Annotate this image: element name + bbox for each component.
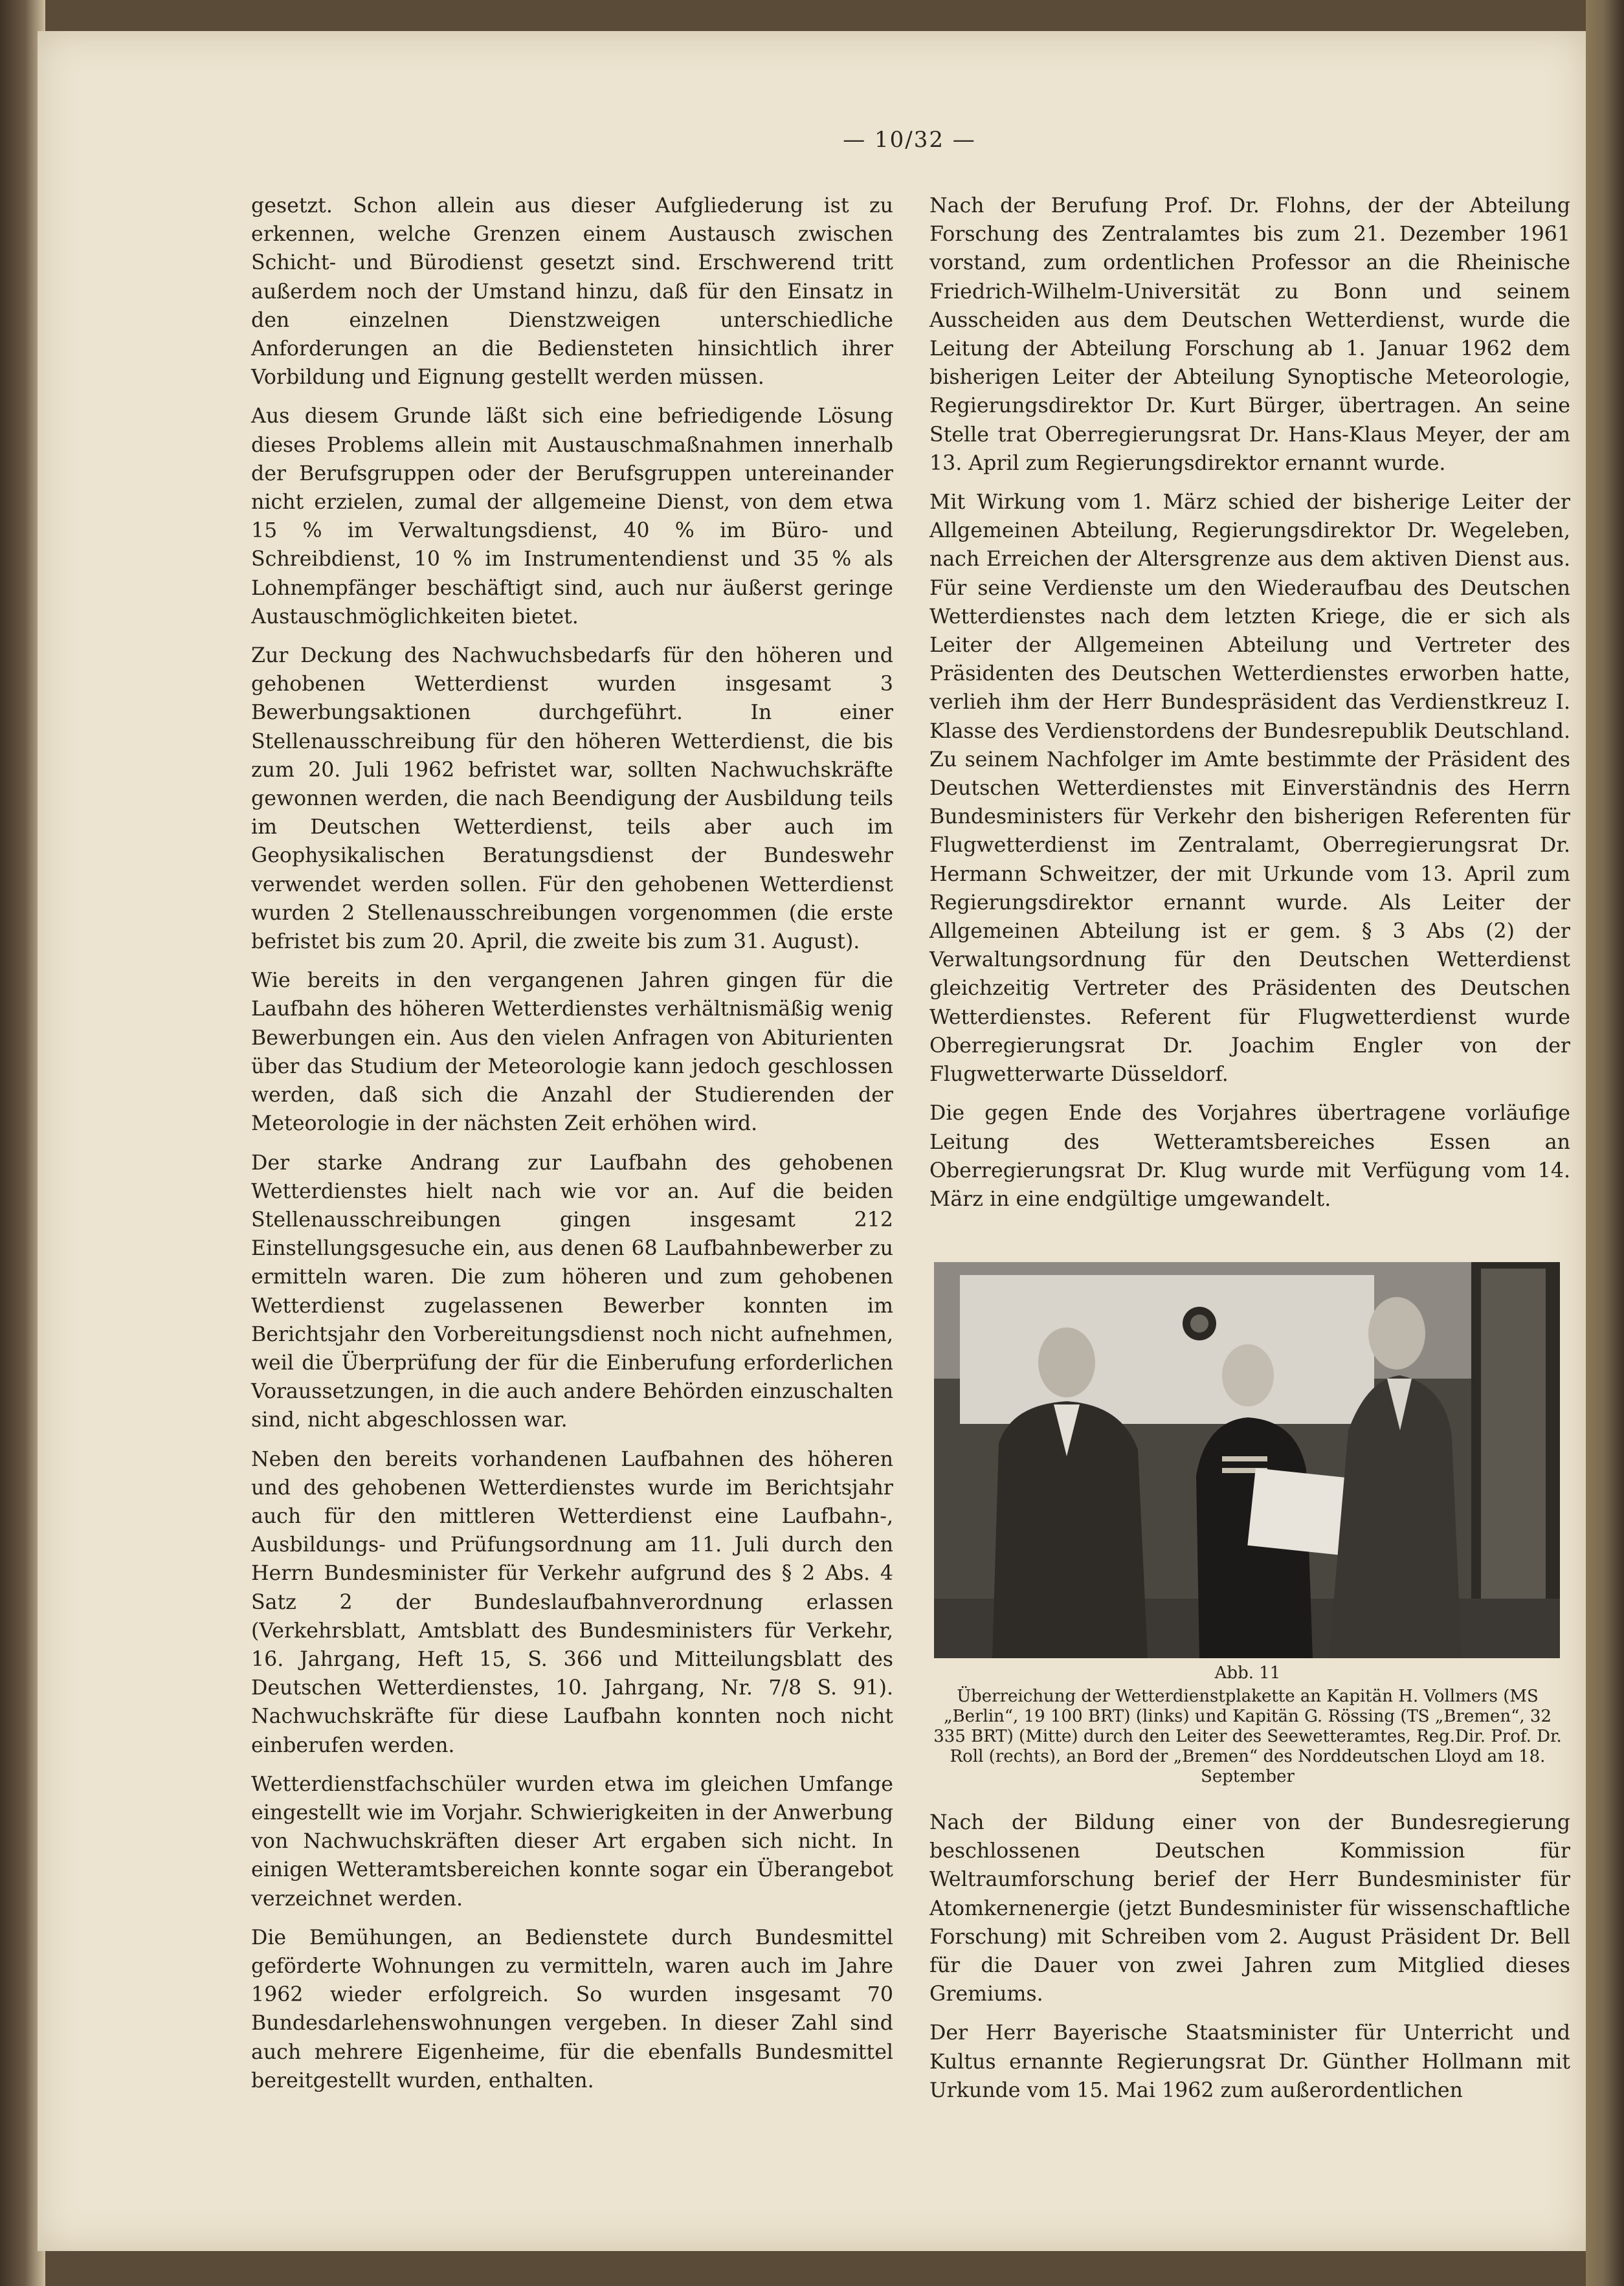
photo-illustration bbox=[934, 1262, 1560, 1658]
figure-label: Abb. 11 bbox=[1214, 1663, 1281, 1683]
paragraph: Nach der Bildung einer von der Bundesregierung beschlossenen Deutschen Kommission für Weltraumforschung berief der Herr Bundesminister für Atomkernenergie (jetzt Bundesminister für wissenschaftliche Forschung) mit Schreiben vom 2. August Präsident Dr. Bell für die Dauer von zwei Jahren zum Mitglied dieses Gremiums. bbox=[929, 1811, 1570, 2006]
page-number: — 10/32 — bbox=[843, 127, 976, 153]
paragraph: Mit Wirkung vom 1. März schied der bisherige Leiter der Allgemeinen Abteilung, Regierungsdirektor Dr. Wegeleben, nach Erreichen der Altersgrenze aus dem aktiven Dienst aus. Für seine Verdienste um den Wiederaufbau des Deutschen Wetterdienstes nach dem letzten Kriege, die er sich als Leiter der Allgemeinen Abteilung und Vertreter des Präsidenten des Deutschen Wetterdienstes erworben hatte, verlieh ihm der Herr Bundespräsident das Verdienstkreuz I. Klasse des Verdienstordens der Bundesrepublik Deutschland. Zu seinem Nachfolger im Amte bestimmte der Präsident des Deutschen Wetterdienstes mit Einverständnis des Herrn Bundesministers für Verkehr den bisherigen Referenten für Flugwetterdienst im Zentralamt, Oberregierungsrat Dr. Hermann Schweitzer, der mit Urkunde vom 13. April zum Regierungsdirektor ernannt wurde. Als Leiter der Allgemeinen Abteilung ist er gem. § 3 Abs (2) der Verwaltungsordnung für den Deutschen Wetterdienst gleichzeitig Vertreter des Präsidenten des Deutschen Wetterdienstes. Referent für Flugwetterdienst wurde Oberregierungsrat Dr. Joachim Engler von der Flugwetterwarte Düsseldorf. bbox=[929, 491, 1570, 1087]
paragraph: Aus diesem Grunde läßt sich eine befriedigende Lösung dieses Problems allein mit Austauschmaßnahmen innerhalb der Berufsgruppen oder der Berufsgruppen untereinander nicht erzielen, zumal der allgemeine Dienst, von dem etwa 15 % im Verwaltungsdienst, 40 % im Büro- und Schreibdienst, 10 % im Instrumentendienst und 35 % als Lohnempfänger beschäftigt sind, auch nur äußerst geringe Austauschmöglichkeiten bietet. bbox=[251, 405, 893, 628]
paragraph: Nach der Berufung Prof. Dr. Flohns, der der Abteilung Forschung des Zentralamtes bis zum 21. Dezember 1961 vorstand, zum ordentlichen Professor an die Rheinische Friedrich-Wilhelm-Universität zu Bonn und seinem Ausscheiden aus dem Deutschen Wetterdienst, wurde die Leitung der Abteilung Forschung ab 1. Januar 1962 dem bisherigen Leiter der Abteilung Synoptische Meteorologie, Regierungsdirektor Dr. Kurt Bürger, übertragen. An seine Stelle trat Oberregierungsrat Dr. Hans-Klaus Meyer, der am 13. April zum Regierungsdirektor ernannt wurde. bbox=[929, 194, 1570, 475]
paragraph: Neben den bereits vorhandenen Laufbahnen des höheren und des gehobenen Wetterdienstes wurde im Berichtsjahr auch für den mittleren Wetterdienst eine Laufbahn-, Ausbildungs- und Prüfungsordnung am 11. Juli durch den Herrn Bundesminister für Verkehr aufgrund des § 2 Abs. 4 Satz 2 der Bundeslaufbahnverordnung erlassen (Verkehrsblatt, Amtsblatt des Bundesministers für Verkehr, 16. Jahrgang, Heft 15, S. 366 und Mitteilungsblatt des Deutschen Wetterdienstes, 10. Jahrgang, Nr. 7/8 S. 91). Nachwuchskräfte für diese Laufbahn konnten noch nicht einberufen werden. bbox=[251, 1447, 893, 1757]
paragraph: Die Bemühungen, an Bedienstete durch Bundesmittel geförderte Wohnungen zu vermitteln, waren auch im Jahre 1962 wieder erfolgreich. So wurden insgesamt 70 Bundesdarlehenswohnungen vergeben. In dieser Zahl sind auch mehrere Eigenheime, für die ebenfalls Bundesmittel bereitgestellt wurden, enthalten. bbox=[251, 1925, 893, 2092]
paragraph: Wie bereits in den vergangenen Jahren gingen für die Laufbahn des höheren Wetterdienstes verhältnismäßig wenig Bewerbungen ein. Aus den vielen Anfragen von Abiturienten über das Studium der Meteorologie kann jedoch geschlossen werden, daß sich die Anzahl der Studierenden der Meteorologie in der nächsten Zeit erhöhen wird. bbox=[251, 969, 893, 1136]
paragraph: Zur Deckung des Nachwuchsbedarfs für den höheren und gehobenen Wetterdienst wurden insgesamt 3 Bewerbungsaktionen durchgeführt. In einer Stellenausschreibung für den höheren Wetterdienst, die bis zum 20. Juli 1962 befristet war, sollten Nachwuchskräfte gewonnen werden, die nach Beendigung der Ausbildung teils im Deutschen Wetterdienst, teils aber auch im Geophysikalischen Beratungsdienst der Bundeswehr verwendet werden sollen. Für den gehobenen Wetterdienst wurden 2 Stellenausschreibungen vorgenommen (die erste befristet bis zum 20. April, die zweite bis zum 31. August). bbox=[251, 644, 893, 954]
paragraph: gesetzt. Schon allein aus dieser Aufgliederung ist zu erkennen, welche Grenzen einem Austausch zwischen Schicht- und Bürodienst gesetzt sind. Erschwerend tritt außerdem noch der Umstand hinzu, daß für den Einsatz in den einzelnen Dienstzweigen unterschiedliche Anforderungen an die Bediensteten hinsichtlich ihrer Vorbildung und Eignung gestellt werden müssen. bbox=[251, 194, 893, 390]
paragraph: Der Herr Bayerische Staatsminister für Unterricht und Kultus ernannte Regierungsrat Dr. Günther Hollmann mit Urkunde vom 15. Mai 1962 zum außerordentlichen bbox=[929, 2021, 1570, 2102]
paragraph: Wetterdienstfachschüler wurden etwa im gleichen Umfange eingestellt wie im Vorjahr. Schwierigkeiten in der Anwerbung von Nachwuchskräften dieser Art ergaben sich nicht. In einigen Wetteramtsbereichen konnte sogar ein Überangebot verzeichnet werden. bbox=[251, 1772, 893, 1911]
paragraph: Der starke Andrang zur Laufbahn des gehobenen Wetterdienstes hielt nach wie vor an. Auf die beiden Stellenausschreibungen gingen insgesamt 212 Einstellungsgesuche ein, aus denen 68 Laufbahnbewerber zu ermitteln waren. Die zum höheren und zum gehobenen Wetterdienst zugelassenen Bewerber konnten im Berichtsjahr den Vorbereitungsdienst noch nicht aufnehmen, weil die Überprüfung der für die Einberufung erforderlichen Voraussetzungen, in die auch andere Behörden einzuschalten sind, nicht abgeschlossen war. bbox=[251, 1151, 893, 1432]
left-text-column bbox=[251, 192, 893, 2105]
right-text-column-top bbox=[929, 192, 1570, 1224]
paragraph: Die gegen Ende des Vorjahres übertragene vorläufige Leitung des Wetteramtsbereiches Essen an Oberregierungsrat Dr. Klug wurde mit Verfügung vom 14. März in eine endgültige umgewandelt. bbox=[929, 1102, 1570, 1211]
figure-caption: Überreichung der Wetterdienstplakette an Kapitän H. Vollmers (MS „Berlin“, 19 100 BRT) (links) und Kapitän G. Rössing (TS „Bremen“, 32 335 BRT) (Mitte) durch den Leiter des Seewetteramtes, Reg.Dir. Prof. Dr. Roll (rechts), an Bord der „Bremen“ des Norddeutschen Lloyd am 18. September bbox=[933, 1687, 1562, 1786]
right-text-column-bottom bbox=[929, 1808, 1570, 2115]
scan-right-edge bbox=[1586, 0, 1624, 2286]
figure-photo bbox=[934, 1262, 1560, 1658]
